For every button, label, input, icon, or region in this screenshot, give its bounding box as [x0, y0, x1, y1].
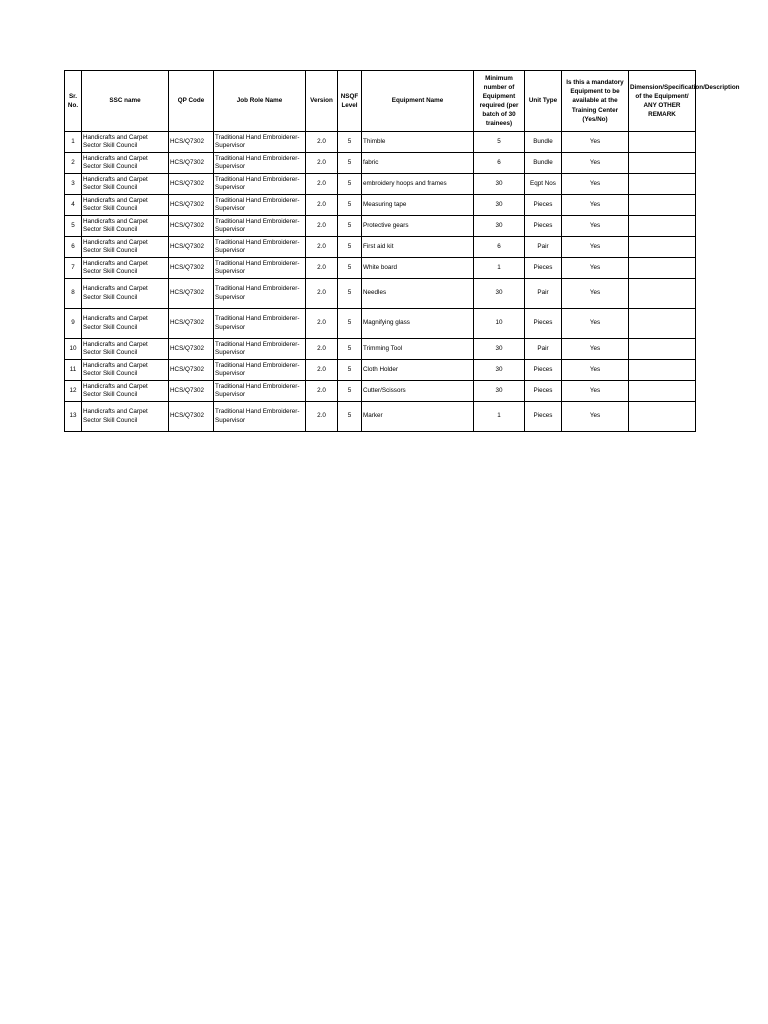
unit-type-cell: Pair: [525, 237, 562, 258]
minimum-quantity-cell: 1: [474, 258, 525, 279]
unit-type-cell: Pieces: [525, 360, 562, 381]
minimum-quantity-cell: 30: [474, 174, 525, 195]
sr-no-cell: 4: [65, 195, 82, 216]
mandatory-cell: Yes: [562, 339, 629, 360]
nsqf-level-cell: 5: [338, 402, 362, 432]
table-row: [65, 174, 696, 195]
remark-cell: [629, 153, 696, 174]
minimum-quantity-cell: 6: [474, 153, 525, 174]
ssc-name-cell: Handicrafts and Carpet Sector Skill Council: [82, 381, 169, 402]
minimum-quantity-cell: 1: [474, 402, 525, 432]
qp-code-cell: HCS/Q7302: [169, 381, 214, 402]
job-role-cell: Traditional Hand Embroiderer- Supervisor: [214, 237, 306, 258]
header-job-role-name: Job Role Name: [214, 71, 306, 132]
qp-code-cell: HCS/Q7302: [169, 279, 214, 309]
ssc-name-cell: Handicrafts and Carpet Sector Skill Council: [82, 216, 169, 237]
sr-no-cell: 2: [65, 153, 82, 174]
qp-code-cell: HCS/Q7302: [169, 237, 214, 258]
mandatory-cell: Yes: [562, 237, 629, 258]
mandatory-cell: Yes: [562, 153, 629, 174]
version-cell: 2.0: [306, 132, 338, 153]
minimum-quantity-cell: 30: [474, 279, 525, 309]
table-row: [65, 360, 696, 381]
qp-code-cell: HCS/Q7302: [169, 174, 214, 195]
unit-type-cell: Bundle: [525, 153, 562, 174]
remark-cell: [629, 360, 696, 381]
header-minimum-equipment: Minimum number of Equipment required (per batch of 30 trainees): [474, 71, 525, 132]
remark-cell: [629, 381, 696, 402]
nsqf-level-cell: 5: [338, 237, 362, 258]
ssc-name-cell: Handicrafts and Carpet Sector Skill Council: [82, 279, 169, 309]
unit-type-cell: Pieces: [525, 402, 562, 432]
nsqf-level-cell: 5: [338, 195, 362, 216]
nsqf-level-cell: 5: [338, 132, 362, 153]
remark-cell: [629, 174, 696, 195]
equipment-table: [64, 70, 740, 432]
sr-no-cell: 11: [65, 360, 82, 381]
header-row: [65, 71, 696, 132]
version-cell: 2.0: [306, 195, 338, 216]
qp-code-cell: HCS/Q7302: [169, 153, 214, 174]
sr-no-cell: 1: [65, 132, 82, 153]
version-cell: 2.0: [306, 216, 338, 237]
nsqf-level-cell: 5: [338, 216, 362, 237]
minimum-quantity-cell: 30: [474, 216, 525, 237]
unit-type-cell: Pieces: [525, 381, 562, 402]
version-cell: 2.0: [306, 339, 338, 360]
sr-no-cell: 12: [65, 381, 82, 402]
qp-code-cell: HCS/Q7302: [169, 132, 214, 153]
version-cell: 2.0: [306, 237, 338, 258]
sr-no-cell: 6: [65, 237, 82, 258]
table-row: [65, 195, 696, 216]
remark-cell: [629, 279, 696, 309]
mandatory-cell: Yes: [562, 360, 629, 381]
version-cell: 2.0: [306, 258, 338, 279]
remark-cell: [629, 237, 696, 258]
minimum-quantity-cell: 5: [474, 132, 525, 153]
header-equipment-name: Equipment Name: [362, 71, 474, 132]
equipment-name-cell: Magnifying glass: [362, 309, 474, 339]
equipment-name-cell: fabric: [362, 153, 474, 174]
equipment-name-cell: embroidery hoops and frames: [362, 174, 474, 195]
job-role-cell: Traditional Hand Embroiderer- Supervisor: [214, 132, 306, 153]
job-role-cell: Traditional Hand Embroiderer- Supervisor: [214, 339, 306, 360]
mandatory-cell: Yes: [562, 216, 629, 237]
remark-cell: [629, 195, 696, 216]
job-role-cell: Traditional Hand Embroiderer- Supervisor: [214, 258, 306, 279]
unit-type-cell: Pair: [525, 339, 562, 360]
ssc-name-cell: Handicrafts and Carpet Sector Skill Council: [82, 195, 169, 216]
mandatory-cell: Yes: [562, 174, 629, 195]
unit-type-cell: Pieces: [525, 309, 562, 339]
job-role-cell: Traditional Hand Embroiderer- Supervisor: [214, 174, 306, 195]
sr-no-cell: 10: [65, 339, 82, 360]
nsqf-level-cell: 5: [338, 381, 362, 402]
unit-type-cell: Pieces: [525, 195, 562, 216]
header-sr-no: Sr. No.: [65, 71, 82, 132]
mandatory-cell: Yes: [562, 381, 629, 402]
equipment-name-cell: Marker: [362, 402, 474, 432]
equipment-name-cell: Needles: [362, 279, 474, 309]
table-row: [65, 237, 696, 258]
job-role-cell: Traditional Hand Embroiderer- Supervisor: [214, 309, 306, 339]
sr-no-cell: 3: [65, 174, 82, 195]
version-cell: 2.0: [306, 402, 338, 432]
mandatory-cell: Yes: [562, 279, 629, 309]
job-role-cell: Traditional Hand Embroiderer- Supervisor: [214, 381, 306, 402]
nsqf-level-cell: 5: [338, 279, 362, 309]
unit-type-cell: Pair: [525, 279, 562, 309]
remark-cell: [629, 402, 696, 432]
version-cell: 2.0: [306, 309, 338, 339]
qp-code-cell: HCS/Q7302: [169, 195, 214, 216]
mandatory-cell: Yes: [562, 258, 629, 279]
ssc-name-cell: Handicrafts and Carpet Sector Skill Council: [82, 132, 169, 153]
table-row: [65, 279, 696, 309]
minimum-quantity-cell: 6: [474, 237, 525, 258]
minimum-quantity-cell: 30: [474, 360, 525, 381]
version-cell: 2.0: [306, 381, 338, 402]
table-row: [65, 309, 696, 339]
equipment-name-cell: White board: [362, 258, 474, 279]
ssc-name-cell: Handicrafts and Carpet Sector Skill Council: [82, 237, 169, 258]
header-remark: Dimension/Specification/Description of the Equipment/ ANY OTHER REMARK: [629, 71, 696, 132]
version-cell: 2.0: [306, 153, 338, 174]
remark-cell: [629, 258, 696, 279]
remark-cell: [629, 132, 696, 153]
sr-no-cell: 9: [65, 309, 82, 339]
qp-code-cell: HCS/Q7302: [169, 402, 214, 432]
equipment-name-cell: Thimble: [362, 132, 474, 153]
qp-code-cell: HCS/Q7302: [169, 339, 214, 360]
nsqf-level-cell: 5: [338, 153, 362, 174]
equipment-name-cell: Trimming Tool: [362, 339, 474, 360]
header-version: Version: [306, 71, 338, 132]
version-cell: 2.0: [306, 174, 338, 195]
version-cell: 2.0: [306, 279, 338, 309]
qp-code-cell: HCS/Q7302: [169, 216, 214, 237]
equipment-name-cell: First aid kit: [362, 237, 474, 258]
remark-cell: [629, 309, 696, 339]
equipment-name-cell: Measuring tape: [362, 195, 474, 216]
table-row: [65, 339, 696, 360]
ssc-name-cell: Handicrafts and Carpet Sector Skill Council: [82, 309, 169, 339]
table-row: [65, 216, 696, 237]
remark-cell: [629, 339, 696, 360]
sr-no-cell: 5: [65, 216, 82, 237]
ssc-name-cell: Handicrafts and Carpet Sector Skill Council: [82, 153, 169, 174]
header-qp-code: QP Code: [169, 71, 214, 132]
header-mandatory: Is this a mandatory Equipment to be available at the Training Center (Yes/No): [562, 71, 629, 132]
minimum-quantity-cell: 30: [474, 381, 525, 402]
table-row: [65, 153, 696, 174]
ssc-name-cell: Handicrafts and Carpet Sector Skill Council: [82, 174, 169, 195]
job-role-cell: Traditional Hand Embroiderer- Supervisor: [214, 216, 306, 237]
ssc-name-cell: Handicrafts and Carpet Sector Skill Council: [82, 360, 169, 381]
nsqf-level-cell: 5: [338, 339, 362, 360]
equipment-name-cell: Cutter/Scissors: [362, 381, 474, 402]
header-ssc-name: SSC name: [82, 71, 169, 132]
ssc-name-cell: Handicrafts and Carpet Sector Skill Council: [82, 339, 169, 360]
ssc-name-cell: Handicrafts and Carpet Sector Skill Council: [82, 402, 169, 432]
job-role-cell: Traditional Hand Embroiderer- Supervisor: [214, 153, 306, 174]
nsqf-level-cell: 5: [338, 258, 362, 279]
table-row: [65, 402, 696, 432]
header-nsqf-level: NSQF Level: [338, 71, 362, 132]
table-row: [65, 381, 696, 402]
mandatory-cell: Yes: [562, 309, 629, 339]
equipment-name-cell: Cloth Holder: [362, 360, 474, 381]
table-row: [65, 258, 696, 279]
minimum-quantity-cell: 30: [474, 195, 525, 216]
mandatory-cell: Yes: [562, 402, 629, 432]
unit-type-cell: Pieces: [525, 258, 562, 279]
header-unit-type: Unit Type: [525, 71, 562, 132]
sr-no-cell: 8: [65, 279, 82, 309]
job-role-cell: Traditional Hand Embroiderer- Supervisor: [214, 279, 306, 309]
nsqf-level-cell: 5: [338, 174, 362, 195]
table-row: [65, 132, 696, 153]
nsqf-level-cell: 5: [338, 309, 362, 339]
sr-no-cell: 7: [65, 258, 82, 279]
qp-code-cell: HCS/Q7302: [169, 360, 214, 381]
version-cell: 2.0: [306, 360, 338, 381]
equipment-name-cell: Protective gears: [362, 216, 474, 237]
remark-cell: [629, 216, 696, 237]
job-role-cell: Traditional Hand Embroiderer- Supervisor: [214, 360, 306, 381]
unit-type-cell: Bundle: [525, 132, 562, 153]
minimum-quantity-cell: 10: [474, 309, 525, 339]
qp-code-cell: HCS/Q7302: [169, 258, 214, 279]
ssc-name-cell: Handicrafts and Carpet Sector Skill Council: [82, 258, 169, 279]
qp-code-cell: HCS/Q7302: [169, 309, 214, 339]
minimum-quantity-cell: 30: [474, 339, 525, 360]
job-role-cell: Traditional Hand Embroiderer- Supervisor: [214, 402, 306, 432]
mandatory-cell: Yes: [562, 132, 629, 153]
unit-type-cell: Eqpt Nos: [525, 174, 562, 195]
job-role-cell: Traditional Hand Embroiderer- Supervisor: [214, 195, 306, 216]
nsqf-level-cell: 5: [338, 360, 362, 381]
sr-no-cell: 13: [65, 402, 82, 432]
unit-type-cell: Pieces: [525, 216, 562, 237]
mandatory-cell: Yes: [562, 195, 629, 216]
